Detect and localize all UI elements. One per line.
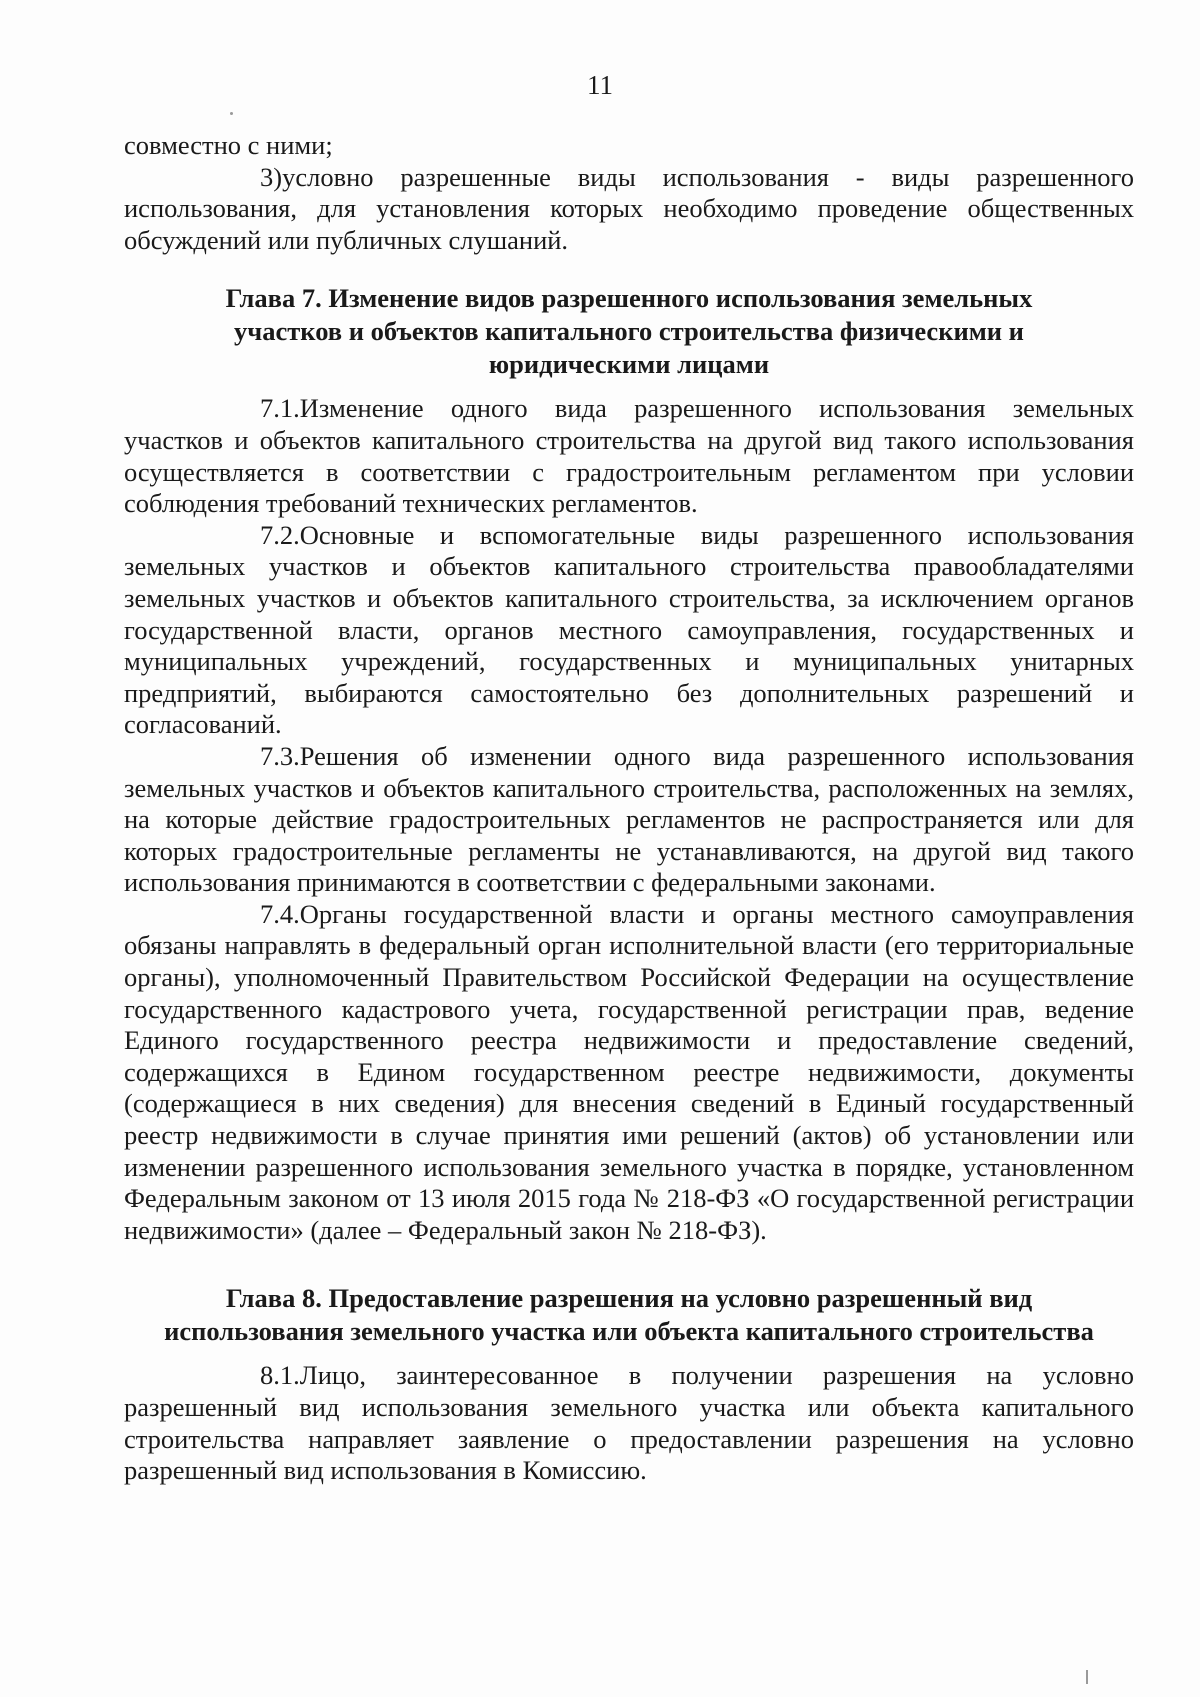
heading-line: Глава 7. Изменение видов разрешенного использования земельных [225,283,1033,314]
item-number: 7.1. [260,393,300,424]
item-text: Изменение одного вида разрешенного использования земельных участков и объектов капитального строительства на другой вид такого использования осуществляется в соответствии с градостроительным регламентом при условии соблюдения требований технических регламентов. [124,393,1134,519]
paragraph-continuation: совместно с ними; [124,130,333,160]
item-number: 7.3. [260,740,300,771]
document-body [124,130,1134,1487]
paragraph-item-3 [124,162,1134,257]
scan-artifact [230,112,233,115]
paragraph-8-1 [124,1360,1134,1486]
paragraph-7-2 [124,520,1134,741]
chapter-7-heading [124,282,1134,381]
item-text: условно разрешенные виды использования - виды разрешенного использования, для установления которых необходимо проведение общественных обсуждений или публичных слушаний. [124,161,1134,255]
heading-line: участков и объектов капитального строительства физическими и [234,316,1024,347]
paragraph-7-1 [124,393,1134,519]
heading-line: использования земельного участка или объекта капитального строительства [164,1316,1094,1347]
item-number: 7.4. [260,898,300,929]
item-number: 8.1. [260,1360,300,1391]
item-number: 7.2. [260,519,300,550]
item-text: Основные и вспомогательные виды разрешенного использования земельных участков и объектов капитального строительства правообладателями земельных участков и объектов капитального строительства, за исключением органов государственной власти, органов местного самоуправления, государственных и муниципальных учреждений, государственных и муниципальных унитарных предприятий, выбираются самостоятельно без дополнительных разрешений и согласований. [124,519,1134,740]
item-text: Органы государственной власти и органы местного самоуправления обязаны направлять в федеральный орган исполнительной власти (его территориальные органы), уполномоченный Правительством Российской Федерации на осуществление государственного кадастрового учета, государственной регистрации прав, ведение Единого государственного реестра недвижимости и предоставление сведений, содержащихся в Едином государственном реестре недвижимости, документы (содержащиеся в них сведения) для внесения сведений в Единый государственный реестр недвижимости в случае принятия ими решений (актов) об установлении или изменении разрешенного использования земельного участка в порядке, установленном Федеральным законом от 13 июля 2015 года № 218-ФЗ «О государственной регистрации недвижимости» (далее – Федеральный закон № 218-ФЗ). [124,898,1134,1245]
item-text: Лицо, заинтересованное в получении разрешения на условно разрешенный вид использования земельного участка или объекта капитального строительства направляет заявление о предоставлении разрешения на условно разрешенный вид использования в Комиссию. [124,1360,1134,1486]
chapter-8-heading [124,1282,1134,1348]
paragraph-7-3 [124,741,1134,899]
heading-line: Глава 8. Предоставление разрешения на условно разрешенный вид [225,1283,1033,1314]
page-number: 11 [587,70,613,100]
paragraph-7-4 [124,899,1134,1247]
scan-artifact [1086,1670,1088,1684]
item-number: 3) [260,161,283,192]
heading-line: юридическими лицами [488,349,770,380]
item-text: Решения об изменении одного вида разрешенного использования земельных участков и объектов капитального строительства, расположенных на землях, на которые действие градостроительных регламентов не распространяется или для которых градостроительные регламенты не устанавливаются, на другой вид такого использования принимаются в соответствии с федеральными законами. [124,740,1134,898]
